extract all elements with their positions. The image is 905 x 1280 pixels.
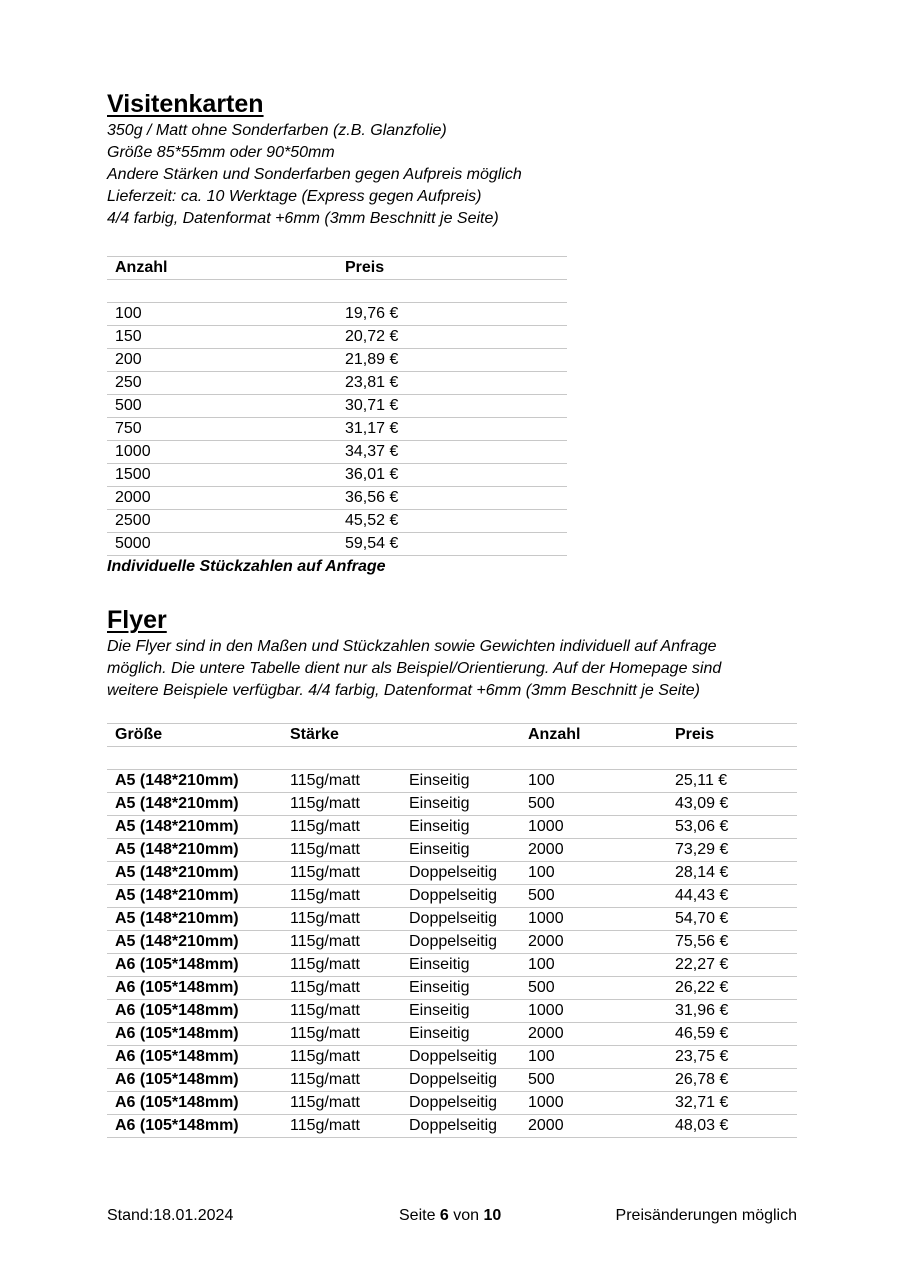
table-cell: 2000 bbox=[520, 1023, 667, 1046]
table-cell: 100 bbox=[520, 770, 667, 793]
table-cell: 115g/matt bbox=[282, 1092, 401, 1115]
table-cell: 46,59 € bbox=[667, 1023, 797, 1046]
column-header-seiten bbox=[401, 724, 520, 747]
description-line: Die Flyer sind in den Maßen und Stückzahlen sowie Gewichten individuell auf Anfrage bbox=[107, 638, 717, 655]
table-cell: 100 bbox=[520, 862, 667, 885]
table-cell: Doppelseitig bbox=[401, 1046, 520, 1069]
table-cell: Einseitig bbox=[401, 770, 520, 793]
table-cell: 1000 bbox=[520, 1092, 667, 1115]
flyer-title: Flyer bbox=[107, 606, 167, 634]
table-spacer-cell bbox=[401, 747, 520, 770]
table-cell: A5 (148*210mm) bbox=[107, 908, 282, 931]
table-cell: 1000 bbox=[107, 441, 337, 464]
table-cell: 25,11 € bbox=[667, 770, 797, 793]
table-row bbox=[107, 862, 797, 885]
table-row bbox=[107, 839, 797, 862]
table-cell: 250 bbox=[107, 372, 337, 395]
table-cell: 100 bbox=[520, 1046, 667, 1069]
table-cell: 115g/matt bbox=[282, 793, 401, 816]
table-cell: Doppelseitig bbox=[401, 908, 520, 931]
table-cell: Doppelseitig bbox=[401, 862, 520, 885]
table-spacer-row bbox=[107, 747, 797, 770]
table-cell: 115g/matt bbox=[282, 1023, 401, 1046]
table-cell: 31,17 € bbox=[337, 418, 567, 441]
table-row bbox=[107, 418, 567, 441]
table-cell: 115g/matt bbox=[282, 931, 401, 954]
table-cell: 115g/matt bbox=[282, 839, 401, 862]
table-row bbox=[107, 1115, 797, 1138]
table-cell: 115g/matt bbox=[282, 1115, 401, 1138]
table-row bbox=[107, 1023, 797, 1046]
table-spacer-cell bbox=[107, 280, 337, 303]
table-cell: A6 (105*148mm) bbox=[107, 1046, 282, 1069]
table-row bbox=[107, 977, 797, 1000]
table-row bbox=[107, 510, 567, 533]
table-cell: 500 bbox=[520, 1069, 667, 1092]
table-cell: 750 bbox=[107, 418, 337, 441]
column-header-preis: Preis bbox=[667, 724, 797, 747]
table-cell: 115g/matt bbox=[282, 954, 401, 977]
table-cell: A6 (105*148mm) bbox=[107, 977, 282, 1000]
table-cell: 2000 bbox=[520, 839, 667, 862]
table-row bbox=[107, 441, 567, 464]
page bbox=[107, 88, 797, 1138]
table-row bbox=[107, 1069, 797, 1092]
table-cell: Einseitig bbox=[401, 954, 520, 977]
table-cell: 28,14 € bbox=[667, 862, 797, 885]
table-row bbox=[107, 395, 567, 418]
table-cell: 115g/matt bbox=[282, 816, 401, 839]
visitenkarten-table-body bbox=[107, 280, 567, 556]
table-cell: 115g/matt bbox=[282, 862, 401, 885]
description-line: möglich. Die untere Tabelle dient nur als Beispiel/Orientierung. Auf der Homepage sind bbox=[107, 660, 722, 677]
table-cell: 115g/matt bbox=[282, 885, 401, 908]
visitenkarten-price-table bbox=[107, 256, 567, 556]
table-cell: 2000 bbox=[520, 931, 667, 954]
table-cell: 73,29 € bbox=[667, 839, 797, 862]
table-cell: Doppelseitig bbox=[401, 931, 520, 954]
table-cell: 115g/matt bbox=[282, 908, 401, 931]
visitenkarten-title: Visitenkarten bbox=[107, 90, 264, 118]
table-row bbox=[107, 303, 567, 326]
table-cell: Einseitig bbox=[401, 1000, 520, 1023]
table-cell: 30,71 € bbox=[337, 395, 567, 418]
footer-page-number bbox=[399, 1206, 501, 1226]
page-prefix: Seite bbox=[399, 1207, 436, 1224]
table-cell: 20,72 € bbox=[337, 326, 567, 349]
description-line: 350g / Matt ohne Sonderfarben (z.B. Glanzfolie) bbox=[107, 122, 447, 139]
table-spacer-cell bbox=[282, 747, 401, 770]
table-cell: 2000 bbox=[107, 487, 337, 510]
table-spacer-cell bbox=[337, 280, 567, 303]
table-row bbox=[107, 533, 567, 556]
table-row bbox=[107, 1092, 797, 1115]
column-header-anzahl: Anzahl bbox=[520, 724, 667, 747]
table-cell: 59,54 € bbox=[337, 533, 567, 556]
table-cell: Einseitig bbox=[401, 977, 520, 1000]
table-cell: 1500 bbox=[107, 464, 337, 487]
table-cell: 36,01 € bbox=[337, 464, 567, 487]
table-cell: 2000 bbox=[520, 1115, 667, 1138]
flyer-description bbox=[107, 636, 797, 702]
table-cell: 1000 bbox=[520, 816, 667, 839]
table-cell: 36,56 € bbox=[337, 487, 567, 510]
table-row bbox=[107, 349, 567, 372]
column-header-staerke: Stärke bbox=[282, 724, 401, 747]
table-cell: A5 (148*210mm) bbox=[107, 885, 282, 908]
table-cell: 26,78 € bbox=[667, 1069, 797, 1092]
table-cell: 100 bbox=[520, 954, 667, 977]
table-cell: 1000 bbox=[520, 908, 667, 931]
table-row bbox=[107, 885, 797, 908]
table-cell: Einseitig bbox=[401, 816, 520, 839]
visitenkarten-note: Individuelle Stückzahlen auf Anfrage bbox=[107, 558, 386, 575]
table-cell: 34,37 € bbox=[337, 441, 567, 464]
table-cell: 48,03 € bbox=[667, 1115, 797, 1138]
table-cell: A6 (105*148mm) bbox=[107, 1000, 282, 1023]
table-header-row bbox=[107, 724, 797, 747]
table-cell: A5 (148*210mm) bbox=[107, 931, 282, 954]
table-cell: 500 bbox=[520, 977, 667, 1000]
table-cell: 500 bbox=[520, 885, 667, 908]
table-cell: 75,56 € bbox=[667, 931, 797, 954]
table-cell: 500 bbox=[520, 793, 667, 816]
table-cell: 115g/matt bbox=[282, 770, 401, 793]
table-cell: 115g/matt bbox=[282, 1000, 401, 1023]
table-cell: 53,06 € bbox=[667, 816, 797, 839]
table-cell: A5 (148*210mm) bbox=[107, 862, 282, 885]
table-cell: Einseitig bbox=[401, 1023, 520, 1046]
table-cell: 21,89 € bbox=[337, 349, 567, 372]
table-row bbox=[107, 770, 797, 793]
table-cell: 1000 bbox=[520, 1000, 667, 1023]
table-cell: 5000 bbox=[107, 533, 337, 556]
visitenkarten-description bbox=[107, 120, 797, 230]
table-cell: Einseitig bbox=[401, 839, 520, 862]
description-line: weitere Beispiele verfügbar. 4/4 farbig, Datenformat +6mm (3mm Beschnitt je Seite) bbox=[107, 682, 700, 699]
table-row bbox=[107, 1000, 797, 1023]
table-cell: 115g/matt bbox=[282, 977, 401, 1000]
table-cell: 23,75 € bbox=[667, 1046, 797, 1069]
table-cell: 44,43 € bbox=[667, 885, 797, 908]
table-spacer-cell bbox=[520, 747, 667, 770]
table-cell: 32,71 € bbox=[667, 1092, 797, 1115]
table-cell: 200 bbox=[107, 349, 337, 372]
table-cell: 43,09 € bbox=[667, 793, 797, 816]
table-cell: 115g/matt bbox=[282, 1069, 401, 1092]
table-cell: 23,81 € bbox=[337, 372, 567, 395]
table-cell: 150 bbox=[107, 326, 337, 349]
table-row bbox=[107, 487, 567, 510]
page-total: 10 bbox=[483, 1207, 502, 1224]
table-cell: Doppelseitig bbox=[401, 1069, 520, 1092]
table-spacer-cell bbox=[107, 747, 282, 770]
table-cell: 31,96 € bbox=[667, 1000, 797, 1023]
table-row bbox=[107, 908, 797, 931]
table-cell: A6 (105*148mm) bbox=[107, 1115, 282, 1138]
table-row bbox=[107, 464, 567, 487]
flyer-table-body bbox=[107, 747, 797, 1138]
table-cell: A5 (148*210mm) bbox=[107, 770, 282, 793]
table-cell: Doppelseitig bbox=[401, 1115, 520, 1138]
footer-stand-date: Stand:18.01.2024 bbox=[107, 1207, 234, 1224]
page-footer bbox=[107, 1206, 797, 1226]
table-header-row bbox=[107, 257, 567, 280]
table-cell: 2500 bbox=[107, 510, 337, 533]
footer-disclaimer: Preisänderungen möglich bbox=[615, 1207, 797, 1224]
column-header-preis: Preis bbox=[337, 257, 567, 280]
flyer-price-table bbox=[107, 723, 797, 1138]
table-row bbox=[107, 372, 567, 395]
table-row bbox=[107, 1046, 797, 1069]
description-line: Größe 85*55mm oder 90*50mm bbox=[107, 144, 335, 161]
table-cell: 54,70 € bbox=[667, 908, 797, 931]
column-header-anzahl: Anzahl bbox=[107, 257, 337, 280]
table-cell: A6 (105*148mm) bbox=[107, 1023, 282, 1046]
description-line: 4/4 farbig, Datenformat +6mm (3mm Beschnitt je Seite) bbox=[107, 210, 499, 227]
table-cell: 22,27 € bbox=[667, 954, 797, 977]
table-row bbox=[107, 954, 797, 977]
table-cell: 500 bbox=[107, 395, 337, 418]
table-cell: A6 (105*148mm) bbox=[107, 1069, 282, 1092]
table-cell: 45,52 € bbox=[337, 510, 567, 533]
table-row bbox=[107, 326, 567, 349]
description-line: Lieferzeit: ca. 10 Werktage (Express gegen Aufpreis) bbox=[107, 188, 482, 205]
table-spacer-cell bbox=[667, 747, 797, 770]
table-cell: 115g/matt bbox=[282, 1046, 401, 1069]
table-cell: Einseitig bbox=[401, 793, 520, 816]
table-spacer-row bbox=[107, 280, 567, 303]
table-cell: Doppelseitig bbox=[401, 1092, 520, 1115]
page-current: 6 bbox=[439, 1207, 449, 1224]
description-line: Andere Stärken und Sonderfarben gegen Aufpreis möglich bbox=[107, 166, 522, 183]
table-cell: A5 (148*210mm) bbox=[107, 816, 282, 839]
table-cell: 26,22 € bbox=[667, 977, 797, 1000]
table-cell: A5 (148*210mm) bbox=[107, 793, 282, 816]
table-cell: A6 (105*148mm) bbox=[107, 1092, 282, 1115]
table-cell: 100 bbox=[107, 303, 337, 326]
table-row bbox=[107, 931, 797, 954]
table-cell: A5 (148*210mm) bbox=[107, 839, 282, 862]
table-row bbox=[107, 816, 797, 839]
page-mid: von bbox=[453, 1207, 480, 1224]
table-row bbox=[107, 793, 797, 816]
column-header-groesse: Größe bbox=[107, 724, 282, 747]
table-cell: A6 (105*148mm) bbox=[107, 954, 282, 977]
table-cell: Doppelseitig bbox=[401, 885, 520, 908]
table-cell: 19,76 € bbox=[337, 303, 567, 326]
